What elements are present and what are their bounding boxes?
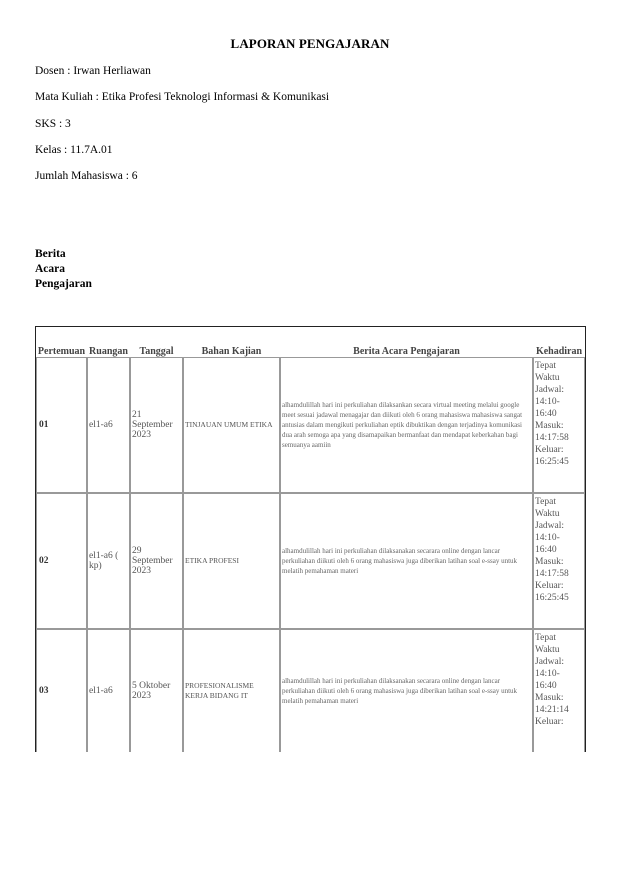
kehadiran-cell: Tepat Waktu Jadwal: 14:10- 16:40 Masuk: 14:21:14 Keluar:	[533, 629, 585, 752]
ruangan-cell: el1-a6	[87, 357, 130, 493]
tanggal-cell: 21 September 2023	[130, 357, 183, 493]
pertemuan-cell: 01	[36, 357, 87, 493]
table-row	[36, 629, 585, 752]
teaching-report-table	[35, 326, 586, 752]
berita-acara-heading: Berita Acara Pengajaran	[35, 248, 92, 290]
ruangan-cell: el1-a6	[87, 629, 130, 752]
tanggal-cell: 5 Oktober 2023	[130, 629, 183, 752]
table-row	[36, 357, 585, 493]
berita-acara-cell: alhamdulillah hari ini perkuliahan dilaksanakan secarara online dengan lancar perkuliahan diikuti oleh 6 orang mahasiswa juga diberikan latihan soal e-ssay untuk melatih pemahaman materi	[280, 493, 533, 629]
header-berita-acara: Berita Acara Pengajaran	[353, 346, 460, 357]
header-tanggal: Tanggal	[139, 346, 174, 357]
header-pertemuan: Pertemuan	[37, 346, 86, 357]
ruangan-cell: el1-a6 ( kp)	[87, 493, 130, 629]
table-header-row	[36, 327, 585, 357]
berita-acara-cell: alhamdulillah hari ini perkuliahan dilaksankan secara virtual meeting melalui google meet sesuai jadawal menagajar dan diikuti oleh 6 orang mahasiswa mahasiswa sangat antusias dalam mengikuti perkuliahan eptik dibuktikan dengan terjadinya komunikasi dua arah semoga apa yang disamapaikan bermanfaat dan mendapat keberkahan bagi semuanya aamiin	[280, 357, 533, 493]
header-kehadiran: Kehadiran	[535, 346, 583, 357]
header-bahan-kajian: Bahan Kajian	[201, 346, 262, 357]
pertemuan-cell: 02	[36, 493, 87, 629]
pertemuan-cell: 03	[36, 629, 87, 752]
dosen-line: Dosen : Irwan Herliawan	[35, 65, 151, 77]
bahan-kajian-cell: TINJAUAN UMUM ETIKA	[183, 357, 280, 493]
bahan-kajian-cell: ETIKA PROFESI	[183, 493, 280, 629]
kehadiran-cell: Tepat Waktu Jadwal: 14:10- 16:40 Masuk: 14:17:58 Keluar: 16:25:45	[533, 493, 585, 629]
page-title: LAPORAN PENGAJARAN	[230, 36, 390, 51]
tanggal-cell: 29 September 2023	[130, 493, 183, 629]
bahan-kajian-cell: PROFESIONALISME KERJA BIDANG IT	[183, 629, 280, 752]
jumlah-mahasiswa-line: Jumlah Mahasiswa : 6	[35, 170, 138, 182]
berita-acara-cell: alhamdulillah hari ini perkuliahan dilaksanakan secarara online dengan lancar perkuliahan diikuti oleh 6 orang mahasiswa juga diberikan latihan soal e-ssay untuk melatih pemahaman materi	[280, 629, 533, 752]
table-row	[36, 493, 585, 629]
kehadiran-cell: Tepat Waktu Jadwal: 14:10- 16:40 Masuk: 14:17:58 Keluar: 16:25:45	[533, 357, 585, 493]
kelas-line: Kelas : 11.7A.01	[35, 144, 113, 156]
sks-line: SKS : 3	[35, 118, 71, 130]
matakuliah-line: Mata Kuliah : Etika Profesi Teknologi Informasi & Komunikasi	[35, 91, 330, 103]
header-ruangan: Ruangan	[89, 346, 128, 357]
